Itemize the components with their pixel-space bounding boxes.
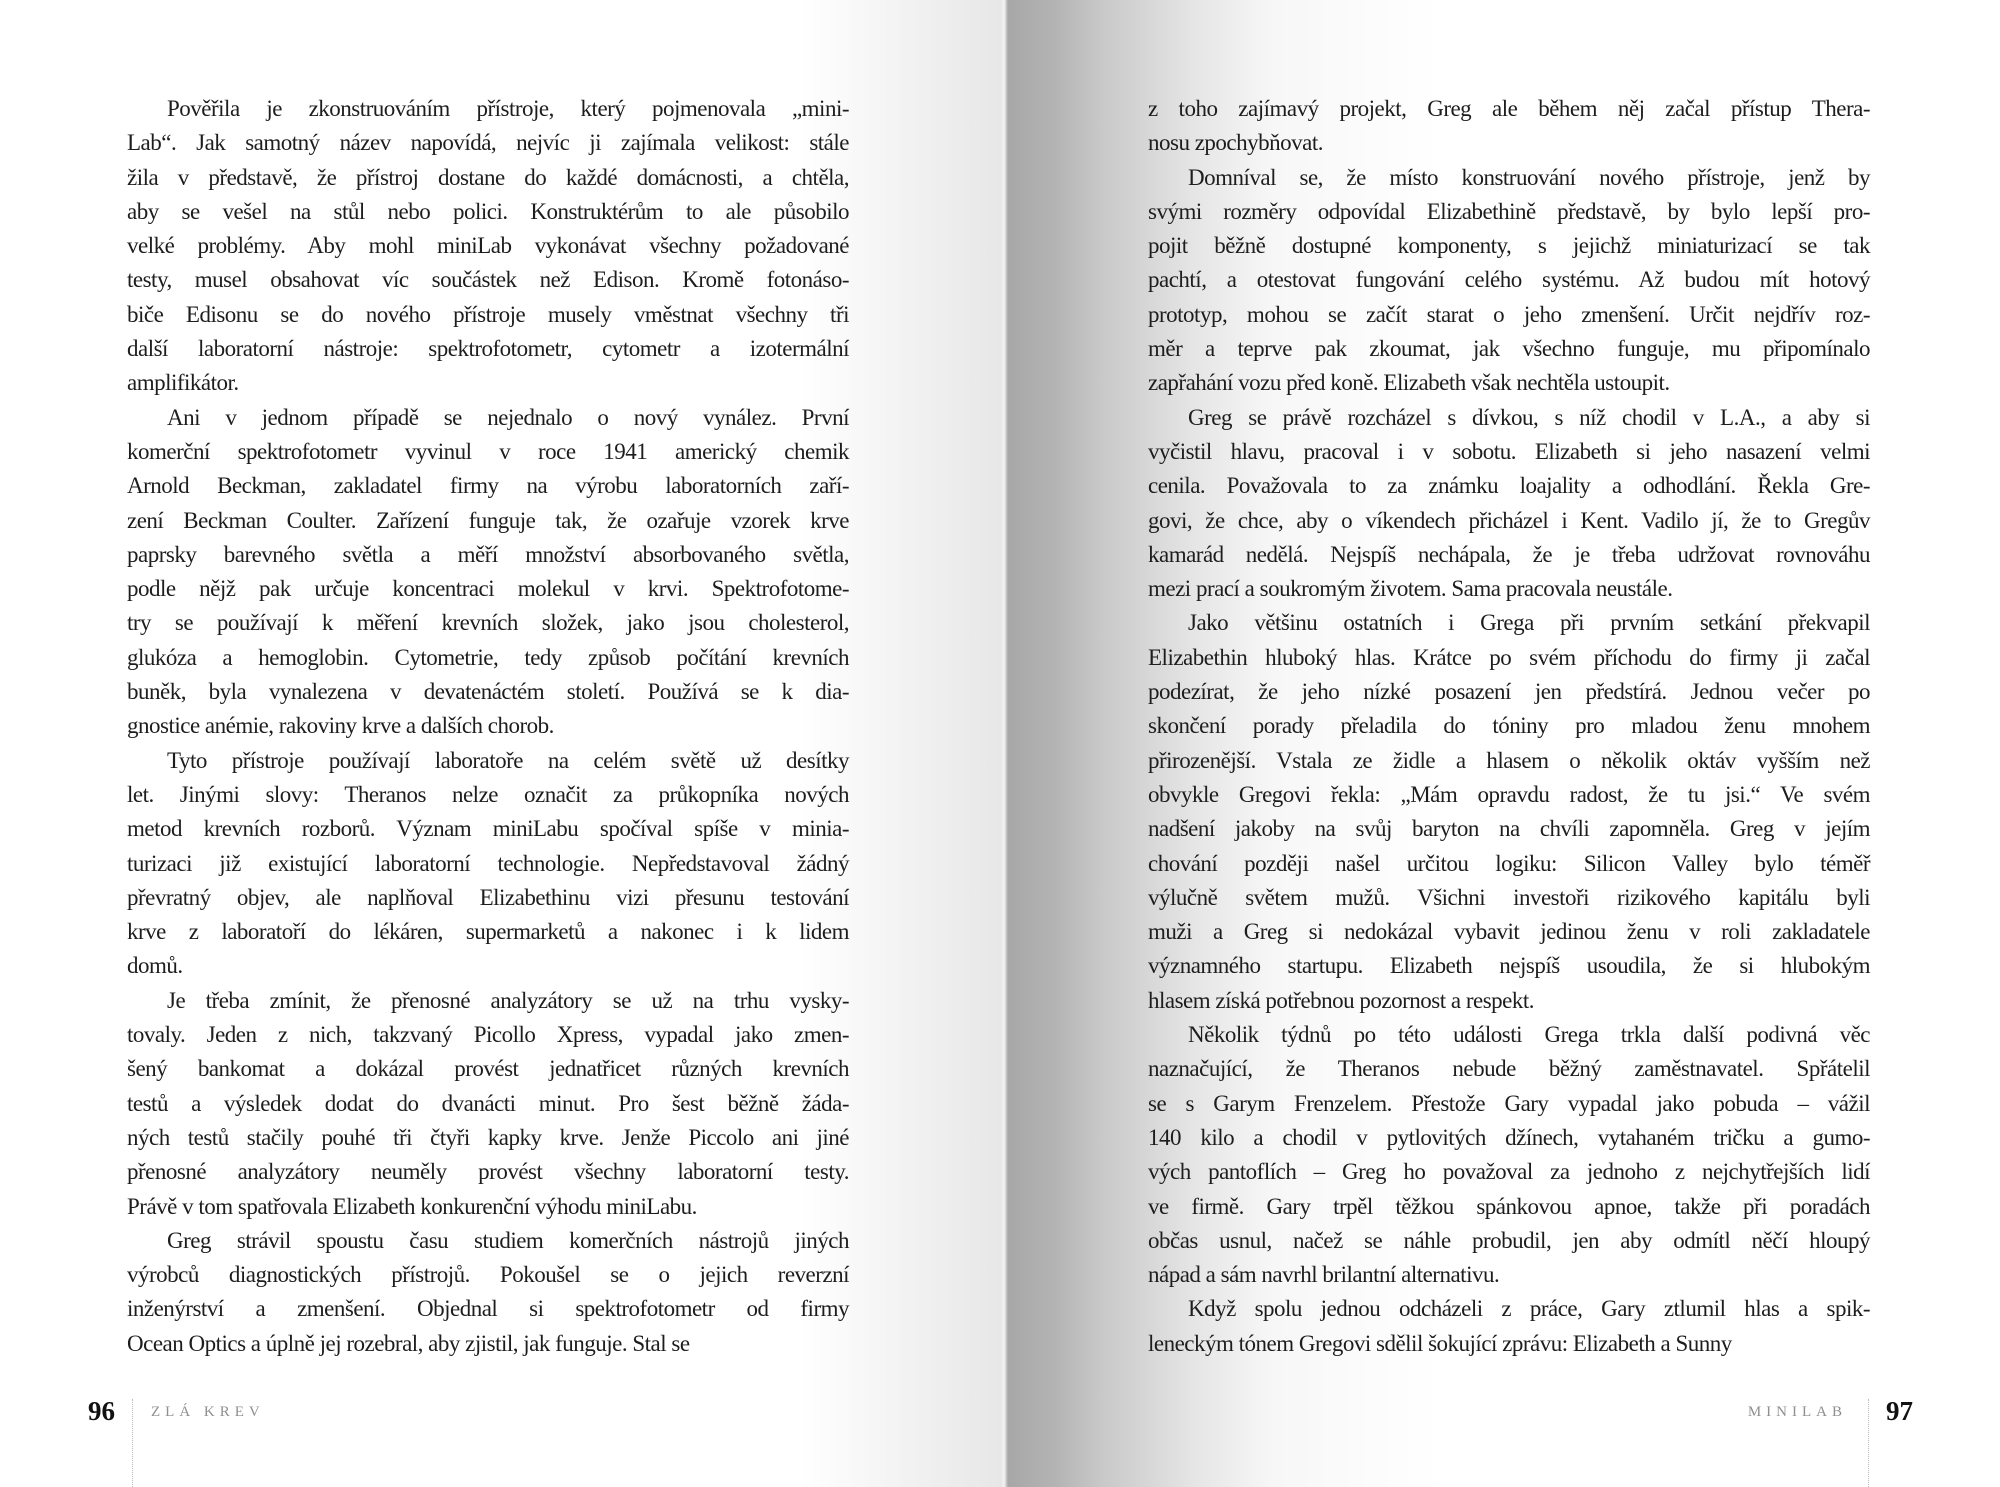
text-line: výlučně světem mužů. Všichni investoři rizikového kapitálu byli	[1148, 884, 1870, 910]
text-line: glukóza a hemoglobin. Cytometrie, tedy způsob počítání krevních	[127, 644, 849, 670]
text-line: paprsky barevného světla a měří množství absorbovaného světla,	[127, 541, 849, 567]
text-line: Právě v tom spatřovala Elizabeth konkurenční výhodu miniLabu.	[127, 1193, 697, 1219]
paragraph	[127, 1224, 849, 1361]
footer-divider-left	[132, 1399, 133, 1487]
text-line: leneckým tónem Gregovi sdělil šokující zprávu: Elizabeth a Sunny	[1148, 1330, 1732, 1356]
text-line: měr a teprve pak zkoumat, jak všechno funguje, mu připomínalo	[1148, 336, 1870, 362]
text-line: šený bankomat a dokázal provést jednatřicet různých krevních	[127, 1056, 849, 1082]
text-line: ve firmě. Gary trpěl těžkou spánkovou apnoe, takže při poradách	[1148, 1193, 1870, 1219]
text-line: nadšení jakoby na svůj baryton na chvíli zapomněla. Greg v jejím	[1148, 816, 1870, 842]
text-line: z toho zajímavý projekt, Greg ale během něj začal přístup Thera-	[1148, 96, 1870, 121]
text-line: Arnold Beckman, zakladatel firmy na výrobu laboratorních zaří-	[127, 473, 849, 499]
text-line: Je třeba zmínit, že přenosné analyzátory se už na trhu vysky-	[167, 987, 849, 1013]
text-line: nápad a sám navrhl brilantní alternativu.	[1148, 1262, 1500, 1288]
text-line: svými rozměry odpovídal Elizabethině představě, by bylo lepší pro-	[1148, 198, 1870, 224]
text-line: se s Garym Frenzelem. Přestože Gary vypadal jako pobuda – vážil	[1148, 1090, 1870, 1116]
text-line: podle nějž pak určuje koncentraci molekul v krvi. Spektrofotome-	[127, 576, 849, 602]
text-line: try se používají k měření krevních složek, jako jsou cholesterol,	[127, 610, 849, 636]
text-line: Greg strávil spoustu času studiem komerčních nástrojů jiných	[167, 1227, 849, 1253]
text-line: žila v představě, že přístroj dostane do každé domácnosti, a chtěla,	[127, 164, 849, 190]
right-page-text-column	[1148, 92, 1870, 1361]
text-line: amplifikátor.	[127, 370, 239, 396]
paragraph	[127, 401, 849, 744]
text-line: obvykle Gregovi řekla: „Mám opravdu radost, že tu jsi.“ Ve svém	[1148, 781, 1870, 807]
page-number-left: 96	[88, 1396, 115, 1426]
text-line: krve z laboratoří do lékáren, supermarketů a nakonec i k lidem	[127, 919, 849, 945]
text-line: chování později našel určitou logiku: Silicon Valley bylo téměř	[1148, 850, 1870, 876]
text-line: domů.	[127, 953, 183, 979]
paragraph	[1148, 606, 1870, 1018]
text-line: cenila. Považovala to za známku loajality a odhodlání. Řekla Gre-	[1148, 473, 1870, 499]
text-line: převratný objev, ale naplňoval Elizabethinu vizi přesunu testování	[127, 884, 849, 910]
text-line: testy, musel obsahovat víc součástek než Edison. Kromě fotonáso-	[127, 267, 849, 293]
text-line: prototyp, mohou se začít starat o jeho zmenšení. Určit nejdřív roz-	[1148, 301, 1870, 327]
text-line: zení Beckman Coulter. Zařízení funguje tak, že ozařuje vzorek krve	[127, 507, 849, 533]
running-head-chapter-title: MINILAB	[1747, 1404, 1847, 1420]
text-line: Ani v jednom případě se nejednalo o nový vynález. První	[167, 404, 849, 430]
paragraph	[1148, 1292, 1870, 1361]
text-line: občas usnul, načež se náhle probudil, jen aby odmítl něčí hloupý	[1148, 1227, 1870, 1253]
text-line: zapřahání vozu před koně. Elizabeth však nechtěla ustoupit.	[1148, 370, 1670, 396]
text-line: Domníval se, že místo konstruování nového přístroje, jenž by	[1188, 164, 1870, 190]
text-line: Pověřila je zkonstruováním přístroje, který pojmenovala „mini-	[167, 96, 849, 121]
text-line: další laboratorní nástroje: spektrofotometr, cytometr a izotermální	[127, 336, 849, 362]
text-line: gnostice anémie, rakoviny krve a dalších chorob.	[127, 713, 554, 739]
text-line: mezi prací a soukromým životem. Sama pracovala neustále.	[1148, 576, 1673, 602]
text-line: Když spolu jednou odcházeli z práce, Gary ztlumil hlas a spik-	[1188, 1296, 1870, 1322]
paragraph	[1148, 92, 1870, 161]
text-line: metod krevních rozborů. Význam miniLabu spočíval spíše v minia-	[127, 816, 849, 842]
text-line: komerční spektrofotometr vyvinul v roce 1941 americký chemik	[127, 438, 849, 464]
text-line: nosu zpochybňovat.	[1148, 130, 1323, 156]
text-line: skončení porady přeladila do tóniny pro mladou ženu mnohem	[1148, 713, 1870, 739]
text-line: 140 kilo a chodil v pytlovitých džínech, vytahaném tričku a gumo-	[1148, 1124, 1870, 1150]
text-line: muži a Greg si nedokázal vybavit jedinou ženu v roli zakladatele	[1148, 919, 1870, 945]
text-line: Jako většinu ostatních i Grega při prvním setkání překvapil	[1188, 610, 1870, 636]
left-page-text-column	[127, 92, 849, 1361]
text-line: hlasem získá potřebnou pozornost a respekt.	[1148, 987, 1534, 1013]
text-line: pachtí, a otestovat fungování celého systému. Až budou mít hotový	[1148, 267, 1870, 293]
text-line: výrobců diagnostických přístrojů. Pokoušel se o jejich reverzní	[127, 1262, 849, 1288]
text-line: tovaly. Jeden z nich, takzvaný Picollo Xpress, vypadal jako zmen-	[127, 1022, 849, 1048]
text-line: aby se vešel na stůl nebo polici. Konstruktérům to ale působilo	[127, 198, 849, 224]
paragraph	[127, 984, 849, 1224]
text-line: ných testů stačily pouhé tři čtyři kapky krve. Jenže Piccolo ani jiné	[127, 1124, 849, 1150]
text-line: govi, že chce, aby o víkendech přicházel i Kent. Vadilo jí, že to Gregův	[1148, 507, 1870, 533]
text-line: inženýrství a zmenšení. Objednal si spektrofotometr od firmy	[127, 1296, 849, 1322]
text-line: vyčistil hlavu, pracoval i v sobotu. Elizabeth si jeho nasazení velmi	[1148, 438, 1870, 464]
text-line: biče Edisonu se do nového přístroje musely vměstnat všechny tři	[127, 301, 849, 327]
text-line: významného startupu. Elizabeth nejspíš usoudila, že si hlubokým	[1148, 953, 1870, 979]
text-line: buněk, byla vynalezena v devatenáctém století. Používá se k dia-	[127, 679, 849, 705]
paragraph	[127, 92, 849, 401]
text-line: přirozenější. Vstala ze židle a hlasem o několik oktáv vyšším než	[1148, 747, 1870, 773]
page-number-right: 97	[1886, 1396, 1913, 1426]
text-line: kamarád nedělá. Nejspíš nechápala, že je třeba udržovat rovnováhu	[1148, 541, 1870, 567]
running-head-book-title: ZLÁ KREV	[151, 1404, 265, 1420]
text-line: Ocean Optics a úplně jej rozebral, aby zjistil, jak funguje. Stal se	[127, 1330, 690, 1356]
paragraph	[1148, 1018, 1870, 1292]
text-line: testů a výsledek dodat do dvanácti minut. Pro šest běžně žáda-	[127, 1090, 849, 1116]
text-line: podezírat, že jeho nízké posazení jen předstírá. Jednou večer po	[1148, 679, 1870, 705]
text-line: pojit běžně dostupné komponenty, s jejichž miniaturizací se tak	[1148, 233, 1870, 259]
text-line: Tyto přístroje používají laboratoře na celém světě už desítky	[167, 747, 849, 773]
text-line: naznačující, že Theranos nebude běžný zaměstnavatel. Spřátelil	[1148, 1056, 1870, 1082]
paragraph	[1148, 161, 1870, 401]
text-line: velké problémy. Aby mohl miniLab vykonávat všechny požadované	[127, 233, 849, 259]
text-line: let. Jinými slovy: Theranos nelze označit za průkopníka nových	[127, 781, 849, 807]
paragraph	[127, 744, 849, 984]
text-line: přenosné analyzátory neuměly provést všechny laboratorní testy.	[127, 1159, 849, 1185]
text-line: Lab“. Jak samotný název napovídá, nejvíc ji zajímala velikost: stále	[127, 130, 849, 156]
text-line: Greg se právě rozcházel s dívkou, s níž chodil v L.A., a aby si	[1188, 404, 1870, 430]
text-line: turizaci již existující laboratorní technologie. Nepředstavoval žádný	[127, 850, 849, 876]
paragraph	[1148, 401, 1870, 607]
text-line: Elizabethin hluboký hlas. Krátce po svém příchodu do firmy ji začal	[1148, 644, 1870, 670]
text-line: vých pantoflích – Greg ho považoval za jednoho z nejchytřejších lidí	[1148, 1159, 1870, 1185]
text-line: Několik týdnů po této události Grega trkla další podivná věc	[1188, 1022, 1870, 1048]
footer-divider-right	[1868, 1399, 1869, 1487]
